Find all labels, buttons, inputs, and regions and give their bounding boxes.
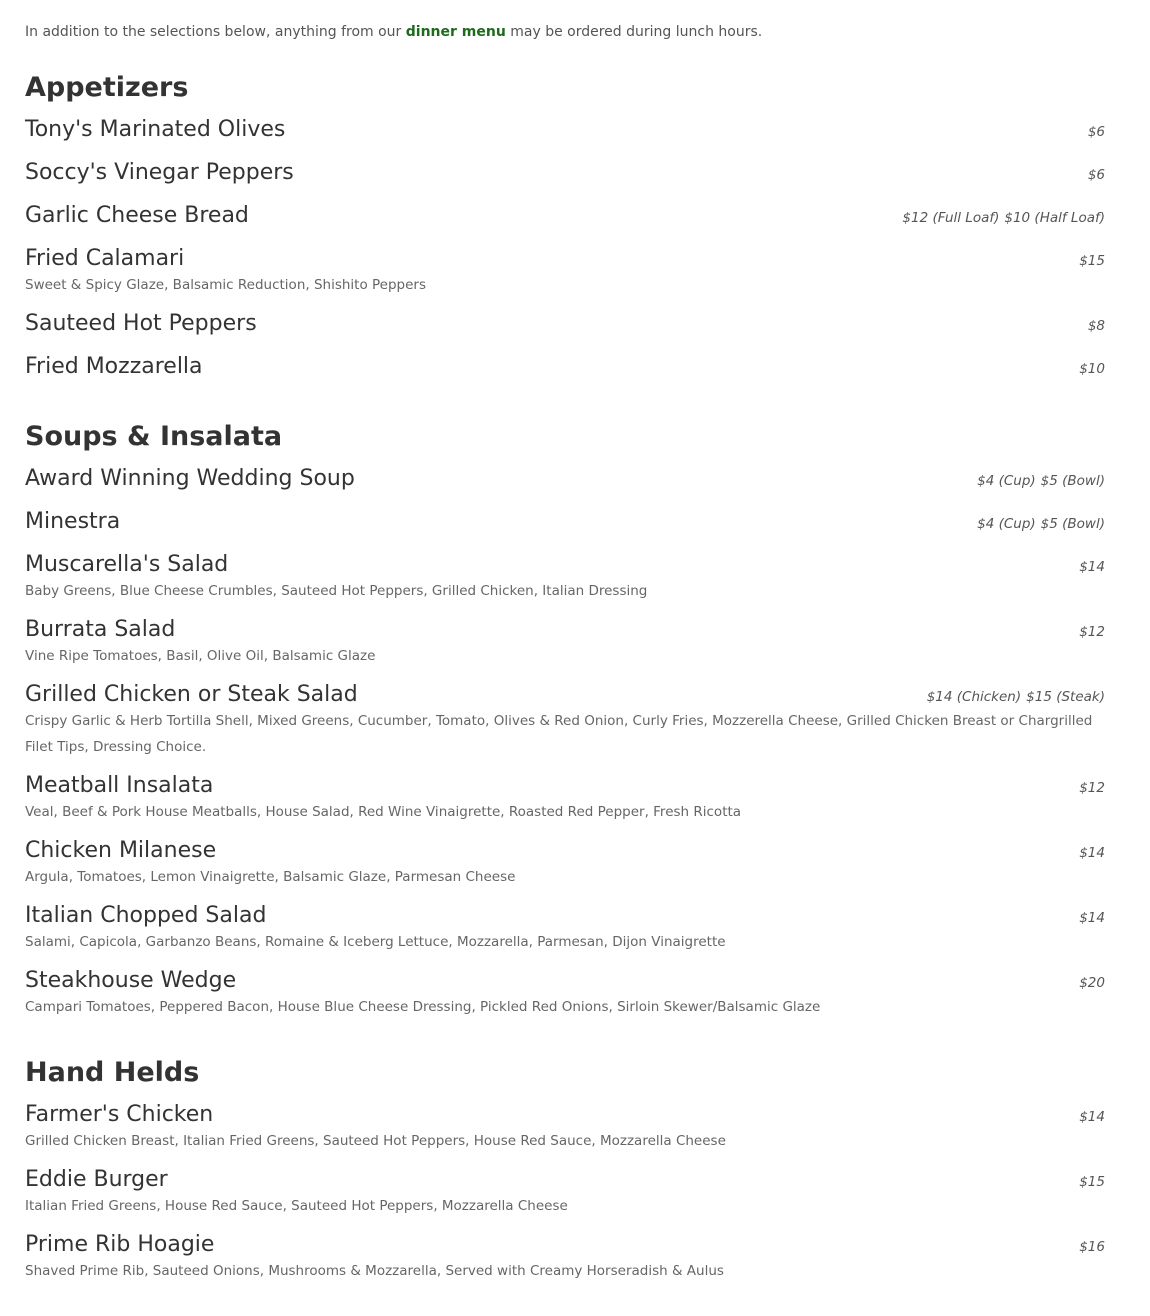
menu-item-price <box>977 473 1105 489</box>
menu-item <box>25 678 1105 760</box>
price-option: $14 <box>1079 1109 1105 1125</box>
price-option: $15 (Steak) <box>1026 689 1105 705</box>
menu-item <box>25 769 1105 825</box>
menu-item-price <box>1079 845 1105 861</box>
menu-item-name: Tony's Marinated Olives <box>25 117 286 142</box>
menu-item-header <box>25 505 1105 539</box>
price-option: $15 <box>1079 253 1105 269</box>
menu-item <box>25 548 1105 604</box>
price-option: $12 <box>1079 624 1105 640</box>
price-option: $14 (Chicken) <box>926 689 1022 705</box>
menu-item-price <box>1079 253 1105 269</box>
menu-sections <box>25 44 1105 1284</box>
intro-after: may be ordered during lunch hours. <box>505 24 763 40</box>
menu-item <box>25 834 1105 890</box>
menu-item-header <box>25 769 1105 803</box>
menu-item-name: Minestra <box>25 509 121 534</box>
menu-item <box>25 964 1105 1020</box>
menu-item-price <box>1079 1239 1105 1255</box>
menu-item <box>25 899 1105 955</box>
price-option: $4 (Cup) <box>977 516 1036 532</box>
price-option: $14 <box>1079 845 1105 861</box>
menu-item-price <box>1088 318 1105 334</box>
price-option: $16 <box>1079 1239 1105 1255</box>
menu-item-name: Eddie Burger <box>25 1167 168 1192</box>
lunch-menu <box>25 0 1105 1293</box>
price-option: $8 <box>1087 318 1105 334</box>
menu-item-header <box>25 307 1105 341</box>
menu-item-price <box>1088 124 1105 140</box>
price-option: $10 (Half Loaf) <box>1004 210 1105 226</box>
menu-item-price <box>1079 910 1105 926</box>
intro-before: In addition to the selections below, anything from our <box>25 24 406 40</box>
menu-item-name: Soccy's Vinegar Peppers <box>25 160 294 185</box>
menu-item-description: Argula, Tomatoes, Lemon Vinaigrette, Balsamic Glaze, Parmesan Cheese <box>25 869 516 885</box>
price-option: $6 <box>1087 124 1105 140</box>
menu-item-description: Salami, Capicola, Garbanzo Beans, Romaine & Iceberg Lettuce, Mozzarella, Parmesan, Dijon Vinaigrette <box>25 934 726 950</box>
menu-item <box>25 242 1105 298</box>
intro-text <box>25 0 1105 44</box>
menu-item <box>25 350 1105 384</box>
menu-item-description: Vine Ripe Tomatoes, Basil, Olive Oil, Balsamic Glaze <box>25 648 376 664</box>
menu-item-price <box>902 210 1105 226</box>
menu-section <box>25 44 1105 384</box>
menu-section <box>25 393 1105 1020</box>
menu-item <box>25 307 1105 341</box>
menu-item-header <box>25 113 1105 147</box>
price-option: $10 <box>1079 361 1105 377</box>
menu-item-description: Grilled Chicken Breast, Italian Fried Greens, Sauteed Hot Peppers, House Red Sauce, Mozzarella Cheese <box>25 1133 726 1149</box>
menu-item-name: Prime Rib Hoagie <box>25 1232 215 1257</box>
menu-section <box>25 1029 1105 1284</box>
menu-item <box>25 156 1105 190</box>
menu-item-header <box>25 834 1105 868</box>
menu-item-header <box>25 462 1105 496</box>
section-title: Appetizers <box>25 72 189 103</box>
menu-item <box>25 613 1105 669</box>
menu-item-name: Fried Calamari <box>25 246 185 271</box>
price-option: $20 <box>1079 975 1105 991</box>
menu-item-description: Crispy Garlic & Herb Tortilla Shell, Mixed Greens, Cucumber, Tomato, Olives & Red Onion, Curly Fries, Mozzerella Cheese, Grilled Chicken Breast or Chargrilled Filet Tips, Dressing Choice. <box>25 713 1093 755</box>
menu-item-header <box>25 1098 1105 1132</box>
price-option: $12 (Full Loaf) <box>902 210 1000 226</box>
menu-item-description: Shaved Prime Rib, Sauteed Onions, Mushrooms & Mozzarella, Served with Creamy Horseradish & Aulus <box>25 1263 724 1279</box>
menu-item-description: Italian Fried Greens, House Red Sauce, Sauteed Hot Peppers, Mozzarella Cheese <box>25 1198 568 1214</box>
price-option: $4 (Cup) <box>977 473 1036 489</box>
price-option: $6 <box>1087 167 1105 183</box>
menu-item-price <box>977 516 1105 532</box>
price-option: $5 (Bowl) <box>1040 473 1105 489</box>
menu-item-header <box>25 242 1105 276</box>
menu-item-header <box>25 613 1105 647</box>
menu-item-name: Fried Mozzarella <box>25 354 203 379</box>
price-option: $12 <box>1079 780 1105 796</box>
menu-item <box>25 199 1105 233</box>
menu-item-header <box>25 899 1105 933</box>
section-title: Hand Helds <box>25 1057 200 1088</box>
menu-item <box>25 1163 1105 1219</box>
menu-item <box>25 505 1105 539</box>
menu-item-name: Muscarella's Salad <box>25 552 229 577</box>
menu-item-name: Sauteed Hot Peppers <box>25 311 257 336</box>
menu-item-name: Grilled Chicken or Steak Salad <box>25 682 358 707</box>
menu-item-header <box>25 1228 1105 1262</box>
menu-item-header <box>25 350 1105 384</box>
menu-item-name: Burrata Salad <box>25 617 176 642</box>
section-title: Soups & Insalata <box>25 421 283 452</box>
dinner-menu-link[interactable]: dinner menu <box>405 24 506 40</box>
menu-item-price <box>1079 1174 1105 1190</box>
price-option: $5 (Bowl) <box>1040 516 1105 532</box>
menu-item-name: Chicken Milanese <box>25 838 217 863</box>
menu-item-header <box>25 548 1105 582</box>
menu-item-price <box>927 689 1105 705</box>
menu-item-name: Meatball Insalata <box>25 773 214 798</box>
menu-item-price <box>1079 361 1105 377</box>
menu-item-description: Veal, Beef & Pork House Meatballs, House Salad, Red Wine Vinaigrette, Roasted Red Pepper, Fresh Ricotta <box>25 804 742 820</box>
menu-item-price <box>1079 559 1105 575</box>
menu-item-header <box>25 199 1105 233</box>
price-option: $14 <box>1079 910 1105 926</box>
menu-item-header <box>25 964 1105 998</box>
price-option: $15 <box>1079 1174 1105 1190</box>
menu-item <box>25 1098 1105 1154</box>
menu-item <box>25 113 1105 147</box>
menu-item-header <box>25 1163 1105 1197</box>
menu-item-description: Baby Greens, Blue Cheese Crumbles, Sauteed Hot Peppers, Grilled Chicken, Italian Dressing <box>25 583 648 599</box>
menu-item-price <box>1079 975 1105 991</box>
menu-item-price <box>1079 780 1105 796</box>
menu-item-price <box>1079 624 1105 640</box>
menu-item-description: Campari Tomatoes, Peppered Bacon, House Blue Cheese Dressing, Pickled Red Onions, Sirloin Skewer/Balsamic Glaze <box>25 999 821 1015</box>
menu-item-name: Italian Chopped Salad <box>25 903 267 928</box>
price-option: $14 <box>1079 559 1105 575</box>
menu-item-header <box>25 156 1105 190</box>
menu-item <box>25 462 1105 496</box>
menu-item <box>25 1228 1105 1284</box>
menu-item-name: Steakhouse Wedge <box>25 968 237 993</box>
menu-item-header <box>25 678 1105 712</box>
menu-item-price <box>1079 1109 1105 1125</box>
menu-item-name: Farmer's Chicken <box>25 1102 214 1127</box>
menu-item-description: Sweet & Spicy Glaze, Balsamic Reduction, Shishito Peppers <box>25 277 427 293</box>
menu-item-name: Garlic Cheese Bread <box>25 203 249 228</box>
menu-item-name: Award Winning Wedding Soup <box>25 466 355 491</box>
menu-item-price <box>1088 167 1105 183</box>
